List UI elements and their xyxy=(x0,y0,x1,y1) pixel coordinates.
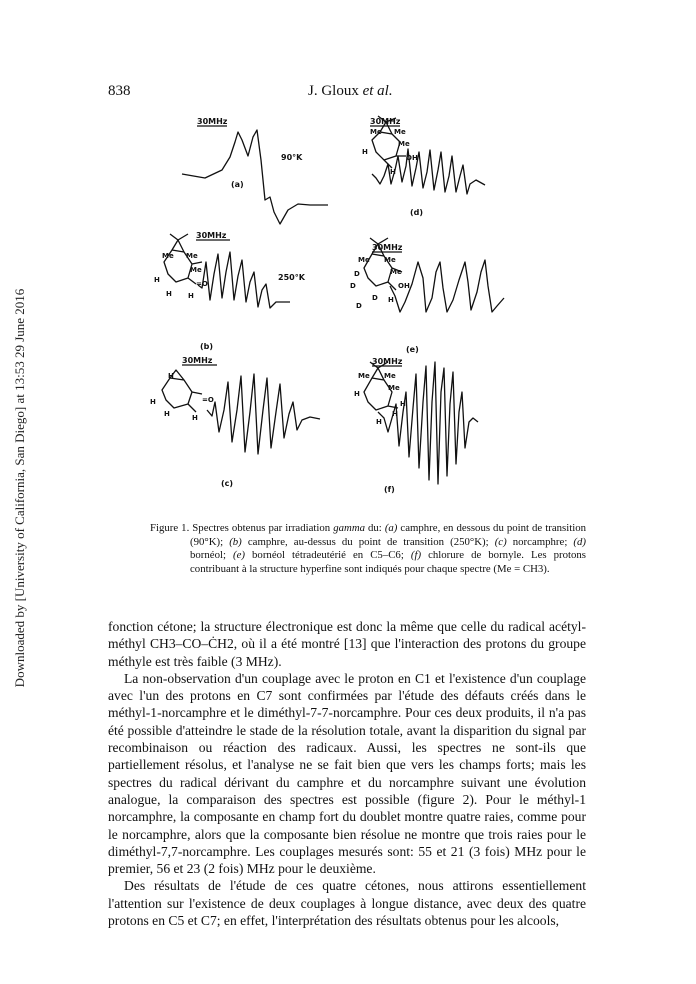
atom-f-7: H xyxy=(376,418,382,426)
atom-d-3: Me xyxy=(398,140,410,148)
atom-e-6: OH xyxy=(398,282,410,290)
caption-part: camphre, au-dessus du point de transition (250°K); xyxy=(241,535,495,548)
caption-part: bornéol tétradeutérié en C5–C6; xyxy=(245,549,411,562)
figure-caption xyxy=(150,522,586,576)
figure-1-esr-spectra xyxy=(140,112,610,512)
atom-f-4: H xyxy=(354,390,360,398)
paragraph-1: fonction cétone; la structure électronique est donc la même que celle du radical acétyl-méthyl CH3–CO–ĊH2, où il a été montré [13] que l'interaction des protons du groupe méthyle est très faible (3 MHz). xyxy=(108,619,586,669)
atom-f-2: Me xyxy=(384,372,396,380)
panel-label-a: (a) xyxy=(231,180,244,189)
scale-label-d: 30MHz xyxy=(370,117,401,126)
atom-c-2: H xyxy=(150,398,156,406)
running-head-author: J. Gloux xyxy=(308,83,359,99)
scale-label-e: 30MHz xyxy=(372,243,403,252)
atom-e-4: D xyxy=(354,270,360,278)
caption-ref-f: (f) xyxy=(410,549,422,562)
atom-b-2: Me xyxy=(186,252,198,260)
page-number: 838 xyxy=(108,83,131,99)
atom-d-2: Me xyxy=(394,128,406,136)
atom-c-5: H xyxy=(192,414,198,422)
caption-part: chlorure de bornyle. Les protons contribuant à la structure hyperfine sont indiqués pour chaque spectre (Me = CH3). xyxy=(190,549,586,575)
caption-part: norcamphre; xyxy=(506,535,574,548)
spectrum-d xyxy=(372,149,485,194)
spectrum-f xyxy=(378,362,478,484)
atom-e-7: D xyxy=(372,294,378,302)
running-head xyxy=(308,83,393,100)
scale-label-b: 30MHz xyxy=(196,231,227,240)
atom-e-3: Me xyxy=(390,268,402,276)
caption-part: du: xyxy=(365,522,385,534)
atom-c-4: H xyxy=(164,410,170,418)
atom-b-3: Me xyxy=(190,266,202,274)
atom-e-8: H xyxy=(388,296,394,304)
caption-part: bornéol; xyxy=(190,549,234,562)
caption-text xyxy=(150,522,586,576)
scale-label-a: 30MHz xyxy=(197,117,228,126)
download-note: Downloaded by [University of California, San Diego] at 13:53 29 June 2016 xyxy=(12,288,27,688)
atom-b-7: H xyxy=(188,292,194,300)
atom-c-3: =O xyxy=(202,396,214,404)
panel-label-c: (c) xyxy=(221,479,234,488)
atom-b-6: H xyxy=(166,290,172,298)
spectrum-c xyxy=(207,374,320,454)
caption-lead: Figure 1. xyxy=(150,522,190,534)
caption-ref-c: (c) xyxy=(494,535,507,548)
caption-gamma: gamma xyxy=(333,522,366,534)
atom-d-6: H xyxy=(390,168,396,176)
spectrum-a xyxy=(182,130,328,224)
panel-label-f: (f) xyxy=(384,485,395,494)
paragraph-3: Des résultats de l'étude de ces quatre cétones, nous attirons essentiellement l'attention sur l'existence de deux couplages à longue distance, avec deux des quatre protons en C5 et C7; en effet, l'interprétation des résultats obtenus pour les alcools, xyxy=(108,878,586,929)
atom-d-5: OH xyxy=(406,154,418,162)
scale-label-f: 30MHz xyxy=(372,357,403,366)
atom-f-6: H xyxy=(392,410,398,418)
caption-ref-b: (b) xyxy=(229,535,242,548)
caption-ref-a: (a) xyxy=(384,522,398,534)
atom-d-4: H xyxy=(362,148,368,156)
caption-ref-e: (e) xyxy=(233,549,245,562)
atom-e-1: Me xyxy=(358,256,370,264)
atom-b-5: =O xyxy=(196,280,208,288)
temperature-a: 90°K xyxy=(281,153,303,162)
atom-d-1: Me xyxy=(370,128,382,136)
atom-e-2: Me xyxy=(384,256,396,264)
atom-b-4: H xyxy=(154,276,160,284)
panel-label-d: (d) xyxy=(410,208,424,217)
panel-label-e: (e) xyxy=(406,345,419,354)
atom-e-9: D xyxy=(356,302,362,310)
paragraph-2: La non-observation d'un couplage avec le proton en C1 et l'existence d'un couplage avec l'un des protons en C7 sont confirmées par l'étude des défauts créés dans le méthyl-1-norcamphre et le diméthyl-7-7-norcamphre. Pour ces deux produits, il n'a pas été possible d'atteindre le stade de la résolution totale, avant la disparition du signal par recombinaison ou réaction des radicaux. Aussi, les spectres ne sont-ils que partiellement résolus, et l'analyse ne se fait bien que vers les champs forts; mais les spectres du radical dérivant du camphre et du norcamphre suivant une évolution analogue, la comparaison des spectres est possible (figure 2). Pour le méthyl-1 norcamphre, la composante en champ fort du doublet montre quatre raies, comme pour le norcamphre, alors que la composante bien résolue ne montre que trois raies pour le diméthyl-7,7-norcamphre. Les couplages mesurés sont: 55 et 21 (3 fois) MHz pour le premier, 56 et 23 (2 fois) MHz pour le deuxième. xyxy=(108,670,586,877)
running-head-etal: et al. xyxy=(362,83,393,99)
body-text xyxy=(108,618,586,929)
panel-label-b: (b) xyxy=(200,342,214,351)
download-watermark xyxy=(0,0,34,984)
spectrum-b xyxy=(198,252,290,308)
atom-f-5: H xyxy=(400,400,406,408)
caption-part: Spectres obtenus par irradiation xyxy=(192,522,334,534)
temperature-b: 250°K xyxy=(278,273,305,282)
caption-part: camphre, en dessous du point de transition (90°K); xyxy=(190,522,587,548)
atom-f-1: Me xyxy=(358,372,370,380)
caption-ref-d: (d) xyxy=(573,535,586,548)
atom-b-1: Me xyxy=(162,252,174,260)
scale-label-c: 30MHz xyxy=(182,356,213,365)
atom-f-3: Me xyxy=(388,384,400,392)
atom-e-5: D xyxy=(350,282,356,290)
atom-c-1: H xyxy=(168,372,174,380)
